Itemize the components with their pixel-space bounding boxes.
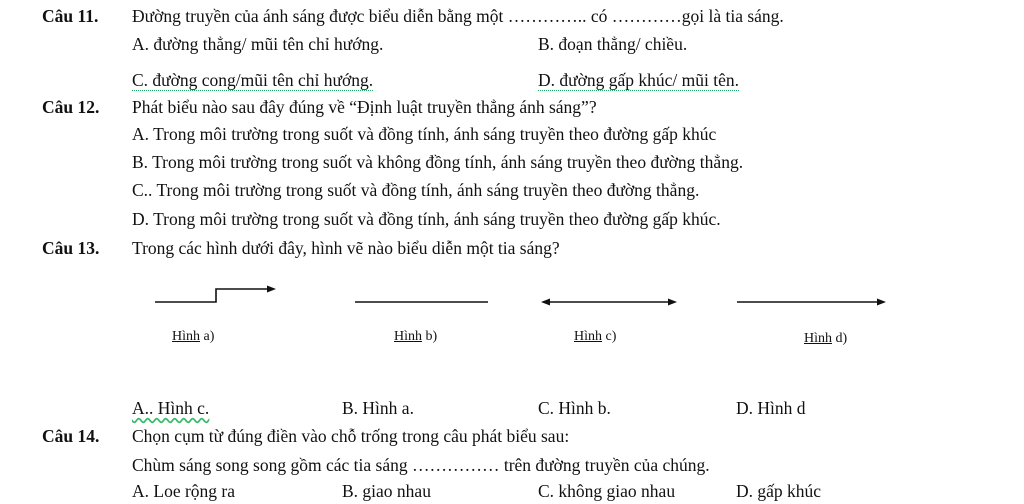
figure-c-double-arrow <box>537 288 687 318</box>
q14-option-a: A. Loe rộng ra <box>132 481 236 501</box>
figure-b-caption-label: b) <box>425 329 438 344</box>
figure-d-caption <box>804 330 847 348</box>
q12-option-c: C.. Trong môi trường trong suốt và đồng tính, ánh sáng truyền theo đường thẳng. <box>132 180 700 200</box>
q14-number: Câu 14. <box>42 426 100 446</box>
q13-option-d: D. Hình d <box>736 398 806 418</box>
q11-option-c: C. đường cong/mũi tên chỉ hướng. <box>132 70 374 90</box>
q13-option-c: C. Hình b. <box>538 398 611 418</box>
figure-a-caption-label: a) <box>203 329 215 344</box>
figure-d-caption-label: d) <box>835 331 848 346</box>
q11-option-b: B. đoạn thẳng/ chiều. <box>538 34 688 54</box>
q14-option-d: D. gấp khúc <box>736 481 822 501</box>
q13-text: Trong các hình dưới đây, hình vẽ nào biểu diễn một tia sáng? <box>132 238 560 258</box>
figure-b-caption-word: Hình <box>394 329 422 344</box>
figure-c-caption-word: Hình <box>574 329 602 344</box>
q12-option-a: A. Trong môi trường trong suốt và đồng tính, ánh sáng truyền theo đường gấp khúc <box>132 124 717 144</box>
figure-d-single-arrow <box>732 288 892 318</box>
q12-number: Câu 12. <box>42 97 100 117</box>
figure-c-caption-label: c) <box>605 329 617 344</box>
q12-text: Phát biểu nào sau đây đúng về “Định luật truyền thẳng ánh sáng”? <box>132 97 597 117</box>
q13-number: Câu 13. <box>42 238 100 258</box>
figure-a-caption-word: Hình <box>172 329 200 344</box>
q12-option-d: D. Trong môi trường trong suốt và đồng tính, ánh sáng truyền theo đường gấp khúc. <box>132 209 721 229</box>
q13-option-a: A.. Hình c. <box>132 398 210 418</box>
figure-d-caption-word: Hình <box>804 331 832 346</box>
q13-option-b: B. Hình a. <box>342 398 414 418</box>
figure-c-caption <box>574 328 616 346</box>
figure-b-line-segment <box>350 288 500 318</box>
q11-option-d: D. đường gấp khúc/ mũi tên. <box>538 70 740 90</box>
q11-text: Đường truyền của ánh sáng được biểu diễn bằng một ………….. có …………gọi là tia sáng. <box>132 6 784 26</box>
q12-option-b: B. Trong môi trường trong suốt và không đồng tính, ánh sáng truyền theo đường thẳng. <box>132 152 744 172</box>
q11-option-a: A. đường thẳng/ mũi tên chỉ hướng. <box>132 34 384 54</box>
figure-a-broken-arrow <box>150 280 290 310</box>
figure-b-caption <box>394 328 437 346</box>
q14-option-b: B. giao nhau <box>342 481 431 501</box>
q14-statement: Chùm sáng song song gồm các tia sáng …………… trên đường truyền của chúng. <box>132 455 710 475</box>
figure-a-caption <box>172 328 214 346</box>
q11-number: Câu 11. <box>42 6 99 26</box>
q14-option-c: C. không giao nhau <box>538 481 676 501</box>
q14-text: Chọn cụm từ đúng điền vào chỗ trống trong câu phát biểu sau: <box>132 426 570 446</box>
